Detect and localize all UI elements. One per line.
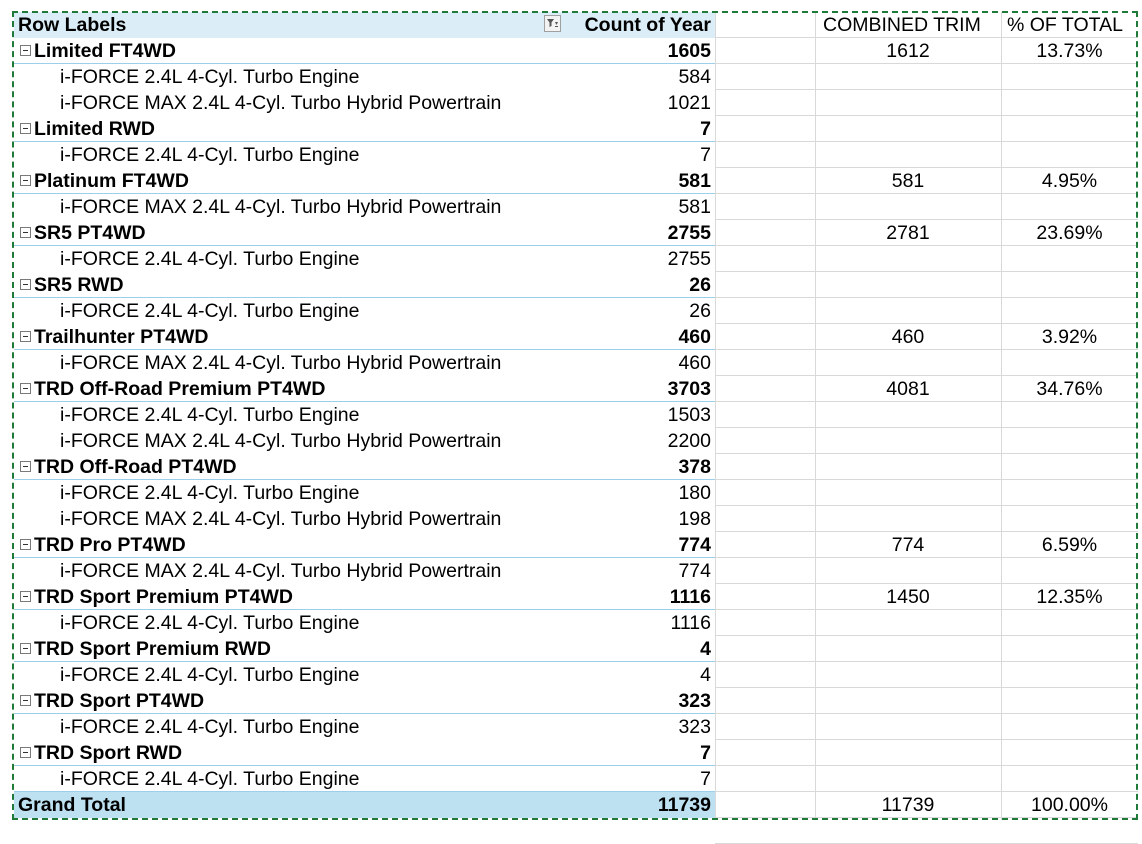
group-label-text: Platinum FT4WD xyxy=(34,170,189,192)
group-label[interactable] xyxy=(14,168,564,194)
filter-dropdown-button[interactable] xyxy=(544,15,561,32)
item-count[interactable]: 1116 xyxy=(670,612,711,634)
group-label-text: TRD Sport RWD xyxy=(34,742,183,764)
item-count[interactable]: 584 xyxy=(678,66,711,88)
group-label-text: Limited RWD xyxy=(34,118,155,140)
item-count[interactable]: 1503 xyxy=(667,404,711,426)
item-count[interactable]: 7 xyxy=(700,768,711,790)
group-label[interactable] xyxy=(14,220,564,246)
item-row xyxy=(0,350,1142,376)
pct-of-total-value[interactable]: 13.73% xyxy=(1036,40,1103,62)
item-count[interactable]: 180 xyxy=(678,482,711,504)
item-count[interactable]: 2200 xyxy=(667,430,711,452)
collapse-icon[interactable] xyxy=(20,695,31,706)
group-label-text: TRD Sport Premium PT4WD xyxy=(34,586,293,608)
combined-trim-value[interactable] xyxy=(815,454,1001,480)
pct-of-total-value[interactable]: 12.35% xyxy=(1036,586,1103,608)
grand-total-pct[interactable]: 100.00% xyxy=(1031,794,1108,816)
grand-total-count[interactable]: 11739 xyxy=(564,792,715,818)
group-count[interactable]: 7 xyxy=(700,118,711,140)
item-label[interactable]: i-FORCE MAX 2.4L 4-Cyl. Turbo Hybrid Powertrain xyxy=(60,508,502,530)
group-count[interactable]: 1605 xyxy=(667,40,711,62)
pct-of-total-value[interactable] xyxy=(1001,116,1138,142)
combined-trim-header[interactable]: COMBINED TRIM xyxy=(823,14,981,36)
item-count[interactable]: 1021 xyxy=(667,92,711,114)
pct-of-total-value[interactable] xyxy=(1001,272,1138,298)
group-count[interactable]: 26 xyxy=(689,274,711,296)
pct-of-total-value[interactable] xyxy=(1001,454,1138,480)
item-count[interactable]: 26 xyxy=(689,300,711,322)
item-row xyxy=(0,90,1142,116)
item-count[interactable]: 581 xyxy=(678,196,711,218)
pct-of-total-value[interactable]: 34.76% xyxy=(1036,378,1103,400)
item-label[interactable]: i-FORCE 2.4L 4-Cyl. Turbo Engine xyxy=(60,768,360,790)
group-label-text: TRD Sport PT4WD xyxy=(34,690,205,712)
group-count[interactable]: 1116 xyxy=(669,586,711,608)
group-row xyxy=(0,220,1142,246)
collapse-icon[interactable] xyxy=(20,747,31,758)
collapse-icon[interactable] xyxy=(20,461,31,472)
item-row xyxy=(0,298,1142,324)
group-label[interactable] xyxy=(14,38,564,64)
pct-of-total-value[interactable]: 4.95% xyxy=(1041,170,1098,192)
group-label[interactable] xyxy=(14,636,564,662)
collapse-icon[interactable] xyxy=(20,227,31,238)
item-label[interactable]: i-FORCE 2.4L 4-Cyl. Turbo Engine xyxy=(60,66,360,88)
item-row xyxy=(0,480,1142,506)
collapse-icon[interactable] xyxy=(20,279,31,290)
group-count[interactable]: 3703 xyxy=(667,378,711,400)
item-label[interactable]: i-FORCE MAX 2.4L 4-Cyl. Turbo Hybrid Powertrain xyxy=(60,430,502,452)
pct-of-total-value[interactable]: 23.69% xyxy=(1036,222,1103,244)
item-label[interactable]: i-FORCE 2.4L 4-Cyl. Turbo Engine xyxy=(60,664,360,686)
row-labels-header[interactable]: Row Labels xyxy=(14,12,564,38)
group-count[interactable]: 4 xyxy=(700,638,711,660)
item-label[interactable]: i-FORCE 2.4L 4-Cyl. Turbo Engine xyxy=(60,144,360,166)
group-label[interactable] xyxy=(14,584,564,610)
count-of-year-header[interactable]: Count of Year xyxy=(564,12,715,38)
combined-trim-value[interactable]: 4081 xyxy=(886,378,930,400)
group-row xyxy=(0,636,1142,662)
combined-trim-value[interactable]: 1450 xyxy=(886,586,930,608)
item-label[interactable]: i-FORCE MAX 2.4L 4-Cyl. Turbo Hybrid Powertrain xyxy=(60,92,502,114)
combined-trim-value[interactable]: 581 xyxy=(891,170,925,192)
grand-total-row xyxy=(0,792,1142,818)
group-row xyxy=(0,272,1142,298)
pct-of-total-value[interactable] xyxy=(1001,688,1138,714)
grand-total-label[interactable]: Grand Total xyxy=(14,792,564,818)
item-row xyxy=(0,142,1142,168)
item-count[interactable]: 4 xyxy=(700,664,711,686)
pivot-header-row xyxy=(0,12,1142,38)
combined-trim-value[interactable]: 460 xyxy=(891,326,925,348)
item-row xyxy=(0,506,1142,532)
item-label[interactable]: i-FORCE MAX 2.4L 4-Cyl. Turbo Hybrid Powertrain xyxy=(60,352,502,374)
pct-of-total-value[interactable]: 3.92% xyxy=(1041,326,1098,348)
group-row xyxy=(0,532,1142,558)
item-row xyxy=(0,714,1142,740)
item-label[interactable]: i-FORCE 2.4L 4-Cyl. Turbo Engine xyxy=(60,300,360,322)
group-label[interactable] xyxy=(14,688,564,714)
group-label-text: TRD Pro PT4WD xyxy=(34,534,186,556)
item-row xyxy=(0,428,1142,454)
group-label-text: SR5 PT4WD xyxy=(34,222,146,244)
group-row xyxy=(0,168,1142,194)
collapse-icon[interactable] xyxy=(20,123,31,134)
item-label[interactable]: i-FORCE MAX 2.4L 4-Cyl. Turbo Hybrid Powertrain xyxy=(60,196,502,218)
collapse-icon[interactable] xyxy=(20,539,31,550)
item-count[interactable]: 774 xyxy=(678,560,711,582)
item-row xyxy=(0,662,1142,688)
item-label[interactable]: i-FORCE 2.4L 4-Cyl. Turbo Engine xyxy=(60,482,360,504)
item-row xyxy=(0,558,1142,584)
group-row xyxy=(0,376,1142,402)
item-label[interactable]: i-FORCE 2.4L 4-Cyl. Turbo Engine xyxy=(60,612,360,634)
group-label-text: TRD Off-Road PT4WD xyxy=(34,456,237,478)
group-row xyxy=(0,584,1142,610)
item-count[interactable]: 198 xyxy=(678,508,711,530)
combined-trim-value[interactable]: 2781 xyxy=(886,222,930,244)
group-count[interactable]: 378 xyxy=(678,456,711,478)
combined-trim-value[interactable] xyxy=(815,740,1001,766)
collapse-icon[interactable] xyxy=(20,45,31,56)
group-label-text: TRD Sport Premium RWD xyxy=(34,638,271,660)
group-count[interactable]: 774 xyxy=(678,534,711,556)
row-divider xyxy=(14,791,715,792)
group-label[interactable] xyxy=(14,376,564,402)
group-row xyxy=(0,740,1142,766)
group-row xyxy=(0,116,1142,142)
group-label[interactable] xyxy=(14,532,564,558)
group-label-text: SR5 RWD xyxy=(34,274,124,296)
group-label[interactable] xyxy=(14,272,564,298)
combined-trim-value[interactable] xyxy=(815,688,1001,714)
collapse-icon[interactable] xyxy=(20,383,31,394)
pct-of-total-value[interactable] xyxy=(1001,636,1138,662)
group-count[interactable]: 323 xyxy=(678,690,711,712)
group-label-text: Trailhunter PT4WD xyxy=(34,326,209,348)
combined-trim-value[interactable] xyxy=(815,636,1001,662)
item-count[interactable]: 2755 xyxy=(667,248,711,270)
group-label[interactable] xyxy=(14,454,564,480)
item-label[interactable]: i-FORCE MAX 2.4L 4-Cyl. Turbo Hybrid Powertrain xyxy=(60,560,502,582)
pct-of-total-value[interactable] xyxy=(1001,740,1138,766)
group-label-text: Limited FT4WD xyxy=(34,40,176,62)
item-row xyxy=(0,64,1142,90)
group-row xyxy=(0,324,1142,350)
group-row xyxy=(0,454,1142,480)
group-count[interactable]: 460 xyxy=(678,326,711,348)
group-count[interactable]: 581 xyxy=(678,170,711,192)
combined-trim-value[interactable]: 774 xyxy=(891,534,925,556)
collapse-icon[interactable] xyxy=(20,643,31,654)
item-row xyxy=(0,246,1142,272)
item-count[interactable]: 7 xyxy=(700,144,711,166)
item-row xyxy=(0,610,1142,636)
group-label[interactable] xyxy=(14,324,564,350)
item-row xyxy=(0,766,1142,792)
pct-of-total-header[interactable]: % OF TOTAL xyxy=(1007,14,1123,36)
combined-trim-value[interactable]: 1612 xyxy=(886,40,930,62)
combined-trim-value[interactable] xyxy=(815,116,1001,142)
item-row xyxy=(0,194,1142,220)
item-label[interactable]: i-FORCE 2.4L 4-Cyl. Turbo Engine xyxy=(60,404,360,426)
group-label[interactable] xyxy=(14,740,564,766)
item-row xyxy=(0,402,1142,428)
collapse-icon[interactable] xyxy=(20,331,31,342)
item-label[interactable]: i-FORCE 2.4L 4-Cyl. Turbo Engine xyxy=(60,716,360,738)
item-label[interactable]: i-FORCE 2.4L 4-Cyl. Turbo Engine xyxy=(60,248,360,270)
collapse-icon[interactable] xyxy=(20,591,31,602)
group-row xyxy=(0,688,1142,714)
pct-of-total-value[interactable]: 6.59% xyxy=(1041,534,1098,556)
item-count[interactable]: 323 xyxy=(678,716,711,738)
group-count[interactable]: 7 xyxy=(700,742,711,764)
item-count[interactable]: 460 xyxy=(678,352,711,374)
combined-trim-value[interactable] xyxy=(815,272,1001,298)
grand-total-combined[interactable]: 11739 xyxy=(881,794,935,816)
group-row xyxy=(0,38,1142,64)
group-label-text: TRD Off-Road Premium PT4WD xyxy=(34,378,326,400)
collapse-icon[interactable] xyxy=(20,175,31,186)
group-label[interactable] xyxy=(14,116,564,142)
group-count[interactable]: 2755 xyxy=(667,222,711,244)
